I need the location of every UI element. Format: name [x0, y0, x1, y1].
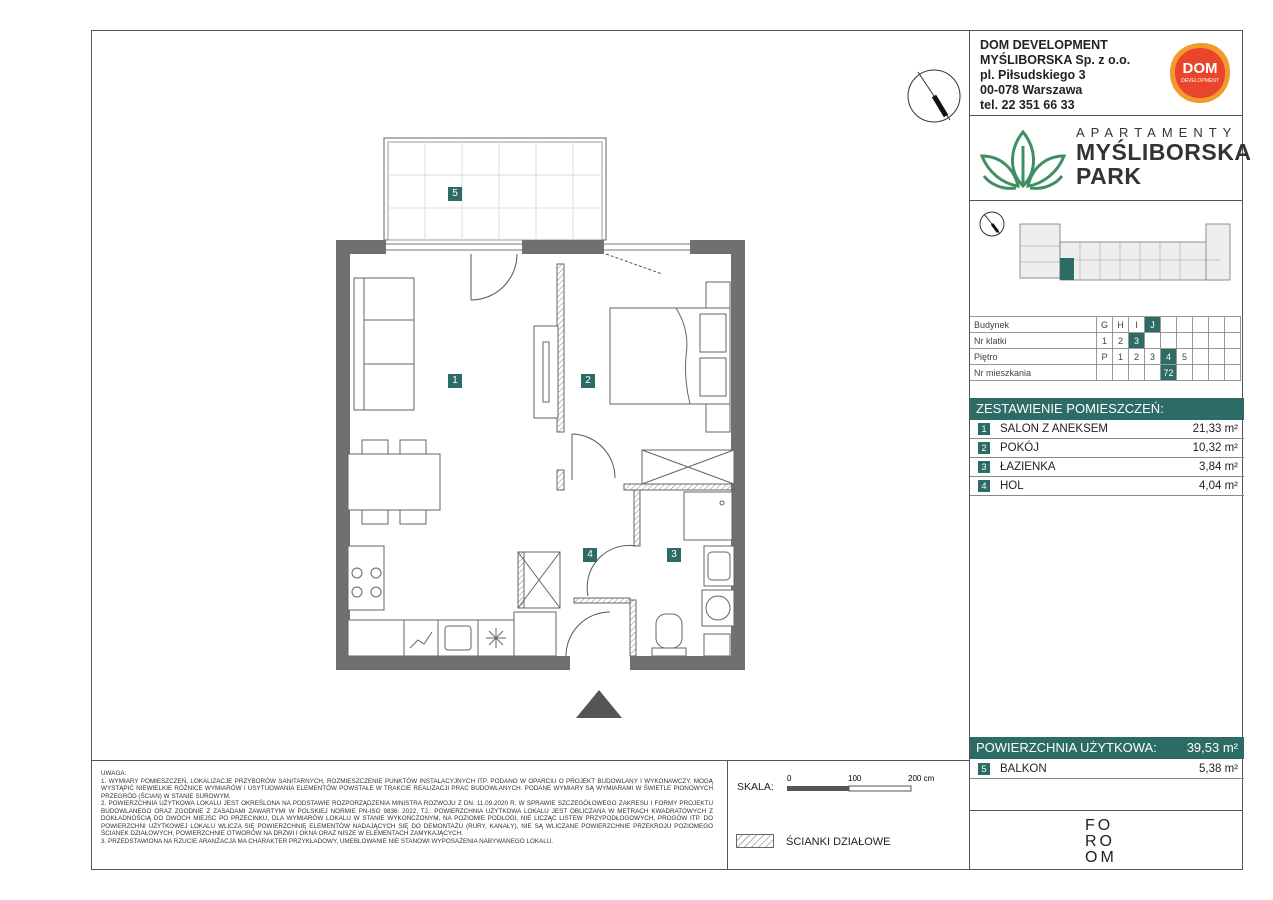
room-name: SALON Z ANEKSEM — [1000, 423, 1109, 435]
entrance-arrow-icon — [576, 690, 622, 718]
info-cell — [1177, 317, 1193, 333]
plan-tag-living: 1 — [448, 374, 462, 388]
logo-text: DOM — [1182, 60, 1218, 77]
info-cell: 4 — [1161, 349, 1177, 365]
info-cell — [1177, 365, 1193, 381]
info-cell: 72 — [1161, 365, 1177, 381]
hall-cabinet — [518, 552, 560, 608]
divider — [727, 760, 728, 870]
info-cell — [1129, 365, 1145, 381]
info-cell: 2 — [1129, 349, 1145, 365]
info-cell — [1209, 333, 1225, 349]
balcony-area: 5,38 m² — [1199, 763, 1238, 775]
foroom-logo — [1085, 818, 1117, 866]
scale-tick-100: 100 — [848, 774, 862, 783]
info-cell — [1193, 333, 1209, 349]
room-row — [970, 458, 1244, 477]
info-cell — [1113, 365, 1129, 381]
sofa — [354, 278, 414, 410]
company-name: DOM DEVELOPMENT — [980, 38, 1108, 52]
info-cell — [1145, 333, 1161, 349]
scale-label: SKALA: — [737, 781, 774, 793]
brand-tagline: APARTAMENTY — [1076, 125, 1238, 140]
info-cell — [1145, 365, 1161, 381]
total-area-label: POWIERZCHNIA UŻYTKOWA: — [976, 740, 1157, 755]
scale-tick-0: 0 — [787, 774, 792, 783]
info-row — [970, 317, 1241, 333]
brand-name — [1076, 125, 1251, 188]
total-area-value: 39,53 m² — [1186, 740, 1238, 755]
info-cell — [1209, 365, 1225, 381]
note-item: 3. PRZEDSTAWIONA NA RZUCIE ARANŻACJA MA CHARAKTER PRZYKŁADOWY, UMEBLOWANIE NIE STANOWI WYPOSAŻENIA NABYWANEGO LOKALU. — [101, 837, 554, 845]
info-cell — [1097, 365, 1113, 381]
divider — [970, 810, 1243, 811]
plan-tag-balcony: 5 — [448, 187, 462, 201]
small-compass-icon — [980, 212, 1004, 236]
partition-legend-swatch — [736, 834, 774, 848]
foroom-line: FO — [1085, 817, 1114, 834]
info-cell — [1193, 317, 1209, 333]
balcony-num: 5 — [978, 763, 990, 775]
info-cell — [1193, 349, 1209, 365]
info-row-label: Budynek — [970, 317, 1097, 333]
brand-name-line1: MYŚLIBORSKA — [1076, 139, 1252, 165]
info-cell: I — [1129, 317, 1145, 333]
info-cell: G — [1097, 317, 1113, 333]
wardrobe — [534, 326, 558, 418]
room-area: 3,84 m² — [1199, 461, 1238, 473]
room-num: 1 — [978, 423, 990, 435]
notes — [101, 770, 713, 845]
rooms-header: ZESTAWIENIE POMIESZCZEŃ: — [970, 398, 1244, 420]
info-cell — [1225, 333, 1241, 349]
bedroom-wardrobe — [642, 450, 734, 484]
divider — [970, 115, 1243, 116]
room-row — [970, 439, 1244, 458]
info-row — [970, 365, 1241, 381]
info-panel — [969, 30, 1252, 870]
info-cell — [1225, 365, 1241, 381]
company-address — [980, 38, 1130, 113]
balcony — [384, 138, 606, 240]
foroom-line: RO — [1085, 833, 1115, 850]
info-cell: 2 — [1113, 333, 1129, 349]
plan-tag-bedroom: 2 — [581, 374, 595, 388]
room-row — [970, 477, 1244, 496]
info-cell — [1209, 317, 1225, 333]
compass-icon — [908, 70, 960, 122]
foroom-line: OM — [1085, 849, 1117, 866]
info-cell — [1161, 317, 1177, 333]
room-area: 21,33 m² — [1192, 423, 1238, 435]
dom-development-logo — [1167, 40, 1233, 106]
info-cell: 3 — [1145, 349, 1161, 365]
partition-legend-label: ŚCIANKI DZIAŁOWE — [786, 836, 891, 848]
plan-tag-hall: 4 — [583, 548, 597, 562]
room-num: 4 — [978, 480, 990, 492]
company-city: 00-078 Warszawa — [980, 83, 1083, 97]
logo-subtext: DEVELOPMENT — [1181, 78, 1219, 84]
company-street: pl. Piłsudskiego 3 — [980, 68, 1086, 82]
info-cell — [1209, 349, 1225, 365]
building-key-plan — [976, 206, 1238, 290]
note-item: 1. WYMIARY POMIESZCZEŃ, LOKALIZACJE PRZYBORÓW SANITARNYCH, ROZMIESZCZENIE PUNKTÓW INSTALACYJNYCH ITP. PODANO W OPARCIU O PROJEKT BUDOWLANY I WYKONAWCZY. MOGĄ WYSTĄPIĆ NIEWIELKIE RÓŻNICE WYMIARÓW I USYTUOWANIA ELEMENTÓW POWSTAŁE W TRAKCIE REALIZACJI PRAC BUDOWLANYCH. PODANE WYMIARY SĄ WYMIARAMI W ŚWIETLE PIONOWYCH PRZEGRÓD (ŚCIAN) W STANIE SUROWYM. — [101, 777, 713, 800]
note-item: 2. POWIERZCHNIA UŻYTKOWA LOKALU JEST OKREŚLONA NA PODSTAWIE ROZPORZĄDZENIA MINISTRA ROZWOJU Z DN. 11.09.2020 R. W SPRAWIE SZCZEGÓŁOWEGO ZAKRESU I FORMY PROJEKTU BUDOWLANEGO ORAZ ZGODNIE Z ZASADAMI ZAWARTYMI W POLSKIEJ NORMIE PN-ISO 9836: 2022, TJ.: POWIERZCHNIA UŻYTKOWA LOKALU JEST OBLICZANA W METRACH KWADRATOWYCH Z DOKŁADNOŚCIĄ DO DWÓCH MIEJSC PO PRZECINKU, DLA WYMIARÓW LOKALU W STANIE WYKOŃCZONYM, NA POZIOMIE PODŁOGI, NIE LICZĄC LISTEW PRZYPODŁOGOWYCH, PROGÓW ITP. DO POWIERZCHNI UŻYTKOWEJ LOKALU WLICZA SIĘ POWIERZCHNIĘ ELEMENTÓW NADAJĄCYCH SIĘ DO DEMONTAŻU (RURY, KANAŁY), NIE SĄ WLICZANE POWIERZCHNIE PRZEKROJU POZIOMEGO ŚCIANEK DZIAŁOWYCH, POWIERZCHNIE OTWORÓW NA DRZWI I OKNA ORAZ NISZE W ELEMENTACH ZAMYKAJĄCYCH. — [101, 800, 713, 837]
scale-tick-200: 200 cm — [908, 774, 935, 783]
info-cell: 3 — [1129, 333, 1145, 349]
divider — [91, 760, 969, 761]
leaf-logo-icon — [978, 126, 1068, 192]
info-cell: J — [1145, 317, 1161, 333]
balcony-row — [970, 760, 1244, 779]
divider — [970, 200, 1243, 201]
info-cell: 1 — [1097, 333, 1113, 349]
info-cell — [1225, 317, 1241, 333]
info-row — [970, 333, 1241, 349]
info-cell: H — [1113, 317, 1129, 333]
room-name: POKÓJ — [1000, 442, 1039, 454]
bed — [610, 282, 730, 432]
room-num: 3 — [978, 461, 990, 473]
dining-table — [348, 440, 440, 524]
info-cell: P — [1097, 349, 1113, 365]
info-row-label: Nr klatki — [970, 333, 1097, 349]
brand-name-line2: PARK — [1076, 163, 1142, 189]
company-phone: tel. 22 351 66 33 — [980, 98, 1075, 112]
plan-tag-bathroom: 3 — [667, 548, 681, 562]
info-table — [970, 316, 1241, 381]
room-name: HOL — [1000, 480, 1024, 492]
room-name: ŁAZIENKA — [1000, 461, 1056, 473]
info-cell — [1193, 365, 1209, 381]
scale-bar — [784, 772, 944, 796]
room-num: 2 — [978, 442, 990, 454]
info-cell — [1161, 333, 1177, 349]
info-row — [970, 349, 1241, 365]
info-row-label: Piętro — [970, 349, 1097, 365]
total-area-bar — [970, 737, 1244, 759]
room-area: 10,32 m² — [1192, 442, 1238, 454]
info-row-label: Nr mieszkania — [970, 365, 1097, 381]
info-cell — [1177, 333, 1193, 349]
bathroom-fixtures — [652, 492, 734, 656]
company-entity: MYŚLIBORSKA Sp. z o.o. — [980, 53, 1131, 67]
info-cell: 1 — [1113, 349, 1129, 365]
room-area: 4,04 m² — [1199, 480, 1238, 492]
notes-title: UWAGA: — [101, 770, 127, 777]
room-row — [970, 420, 1244, 439]
info-cell — [1225, 349, 1241, 365]
info-cell: 5 — [1177, 349, 1193, 365]
balcony-name: BALKON — [1000, 763, 1047, 775]
